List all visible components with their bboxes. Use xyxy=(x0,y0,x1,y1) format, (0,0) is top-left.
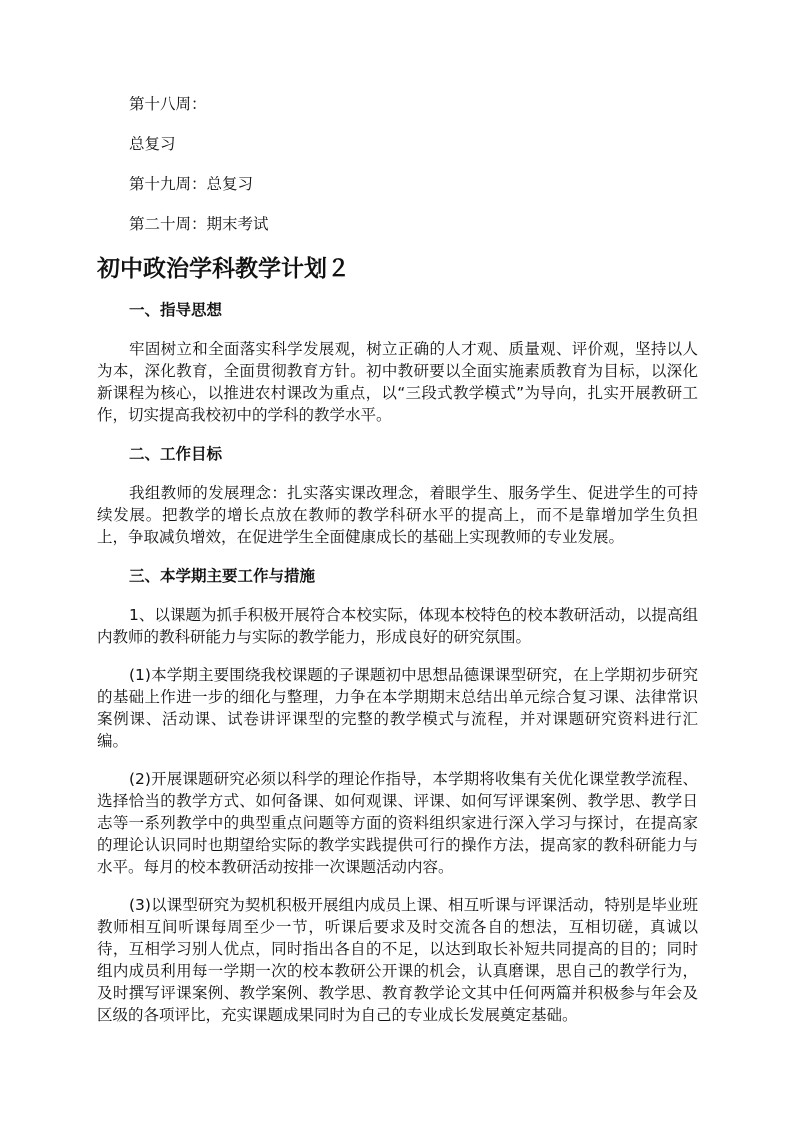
document-title: 初中政治学科教学计划２ xyxy=(97,255,350,282)
paragraph-measure-1: 1、以课题为抓手积极开展符合本校实际，体现本校特色的校本教研活动，以提高组内教师的教科研能力与实际的教学能力，形成良好的研究氛围。 xyxy=(97,606,698,646)
schedule-week19: 第十九周：总复习 xyxy=(129,175,254,193)
paragraph-measure-1-3: (3)以课型研究为契机积极开展组内成员上课、相互听课与评课活动，特别是毕业班教师相互间听课每周至少一节，听课后要求及时交流各自的想法，互相切磋，真诚以待，互相学习别人优点，同时指出各自的不足，以达到取长补短共同提高的目的；同时组内成员利用每一学期一次的校本教研公开课的机会，认真磨课，思自己的教学行为，及时撰写评课案例、教学案例、教学思、教育教学论文其中任何两篇并积极参与年会及区级的各项评比，充实课题成果同时为自己的专业成长发展奠定基础。 xyxy=(97,896,698,1024)
section-heading-work-goals: 二、工作目标 xyxy=(129,445,223,463)
section-heading-main-measures: 三、本学期主要工作与措施 xyxy=(129,567,316,585)
schedule-week20: 第二十周：期末考试 xyxy=(129,215,269,233)
schedule-week18-content: 总复习 xyxy=(129,135,176,153)
paragraph-measure-1-1: (1)本学期主要围绕我校课题的子课题初中思想品德课课型研究，在上学期初步研究的基础上作进一步的细化与整理，力争在本学期期末总结出单元综合复习课、法律常识案例课、活动课、试卷讲评课型的完整的教学模式与流程，并对课题研究资料进行汇编。 xyxy=(97,666,698,750)
paragraph-measure-1-2: (2)开展课题研究必须以科学的理论作指导，本学期将收集有关优化课堂教学流程、选择恰当的教学方式、如何备课、如何观课、评课、如何写评课案例、教学思、教学日志等一系列教学中的典型重点问题等方面的资料组织家进行深入学习与探讨，在提高家的理论认识同时也期望给实际的教学实践提供可行的操作方法，提高家的教科研能力与水平。每月的校本教研活动按排一次课题活动内容。 xyxy=(97,770,698,876)
schedule-week18-label: 第十八周： xyxy=(129,95,207,113)
section-heading-guiding-ideology: 一、指导思想 xyxy=(129,301,223,319)
paragraph-work-goals: 我组教师的发展理念：扎实落实课改理念，着眼学生、服务学生、促进学生的可持续发展。把教学的增长点放在教师的教学科研水平的提高上，而不是靠增加学生负担上，争取减负增效，在促进学生全面健康成长的基础上实现教师的专业发展。 xyxy=(97,484,698,546)
paragraph-guiding-ideology: 牢固树立和全面落实科学发展观，树立正确的人才观、质量观、评价观，坚持以人为本，深化教育，全面贯彻教育方针。初中教研要以全面实施素质教育为目标，以深化新课程为核心，以推进农村课改为重点，以“三段式教学模式”为导向，扎实开展教研工作，切实提高我校初中的学科的教学水平。 xyxy=(97,340,698,424)
